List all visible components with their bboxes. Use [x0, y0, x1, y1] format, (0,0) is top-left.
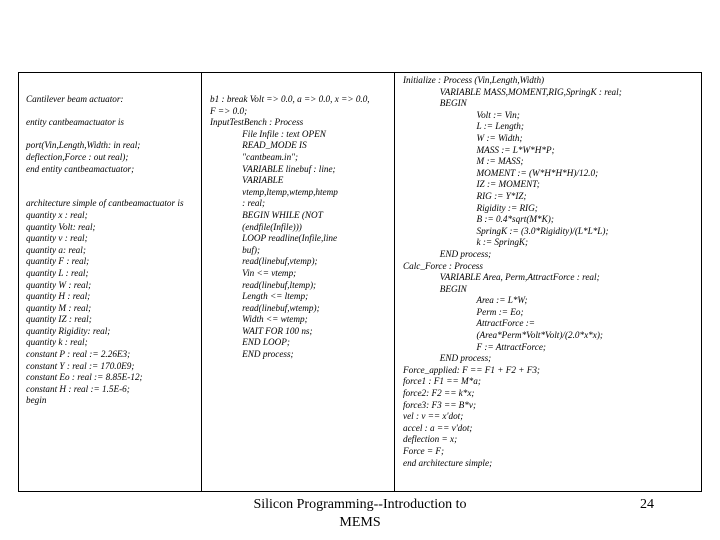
- code-line: Volt := Vin;: [403, 109, 520, 120]
- code-line: Force = F;: [403, 446, 445, 456]
- code-line: quantity L : real;: [26, 267, 89, 278]
- code-line: MOMENT := (W*H*H*H)/12.0;: [403, 167, 599, 178]
- code-line: Perm := Eo;: [403, 306, 524, 317]
- code-line: VARIABLE: [210, 175, 284, 186]
- code-line: quantity a: real;: [26, 244, 86, 255]
- code-line: architecture simple of cantbeamactuator is: [26, 198, 184, 209]
- code-column-testbench: [210, 94, 370, 361]
- code-line: BEGIN WHILE (NOT: [210, 209, 323, 220]
- code-line: L := Length;: [403, 121, 524, 132]
- code-line: Vin <= vtemp;: [210, 267, 297, 278]
- code-line: END process;: [403, 248, 492, 259]
- code-line: AttractForce :=: [403, 318, 536, 329]
- code-line: constant H : real := 1.5E-6;: [26, 383, 130, 394]
- code-line: force3: F3 == B*v;: [403, 399, 477, 410]
- code-line: [26, 129, 184, 141]
- code-line: SpringK := (3.0*Rigidity)/(L*L*L);: [403, 225, 609, 236]
- code-line: Width <= wtemp;: [210, 314, 308, 325]
- code-line: : real;: [210, 198, 266, 209]
- code-line: Force_applied: F == F1 + F2 + F3;: [403, 364, 540, 375]
- code-line: begin: [26, 395, 47, 406]
- code-line: Rigidity := RIG;: [403, 202, 538, 213]
- code-line: force2: F2 == k*x;: [403, 388, 475, 399]
- code-line: END process;: [210, 349, 294, 360]
- code-line: Cantilever beam actuator:: [26, 94, 124, 104]
- code-line: quantity v : real;: [26, 233, 88, 244]
- code-line: (endfile(Infile))): [210, 221, 302, 232]
- code-line: quantity Volt: real;: [26, 221, 96, 232]
- code-line: quantity F : real;: [26, 256, 90, 267]
- code-line: Area := L*W;: [403, 295, 528, 306]
- code-line: quantity Rigidity: real;: [26, 325, 111, 336]
- code-line: Initialize : Process (Vin,Length,Width): [403, 75, 545, 85]
- code-line: force1 : F1 == M*a;: [403, 376, 481, 387]
- column-divider-1: [201, 72, 202, 492]
- code-line: port(Vin,Length,Width: in real;: [26, 140, 141, 151]
- code-line: quantity M : real;: [26, 302, 92, 313]
- code-line: END process;: [403, 353, 492, 364]
- code-line: File Infile : text OPEN: [210, 128, 326, 139]
- code-line: constant Eo : real := 8.85E-12;: [26, 372, 143, 383]
- code-line: F => 0.0;: [210, 105, 248, 116]
- code-line: LOOP readline(Infile,line: [210, 233, 338, 244]
- code-line: deflection = x;: [403, 434, 458, 445]
- code-line: entity cantbeamactuator is: [26, 117, 124, 128]
- code-line: accel : a == v'dot;: [403, 422, 473, 433]
- code-line: VARIABLE Area, Perm,AttractForce : real;: [403, 272, 600, 283]
- code-line: VARIABLE MASS,MOMENT,RIG,SpringK : real;: [403, 86, 622, 97]
- code-line: [26, 187, 184, 199]
- code-line: constant P : real := 2.26E3;: [26, 349, 131, 360]
- code-line: vel : v == x'dot;: [403, 411, 464, 422]
- code-line: IZ := MOMENT;: [403, 179, 540, 190]
- code-line: quantity W : real;: [26, 279, 92, 290]
- code-line: b1 : break Volt => 0.0, a => 0.0, x => 0.0,: [210, 94, 370, 104]
- code-line: Calc_Force : Process: [403, 260, 483, 271]
- code-line: deflection,Force : out real);: [26, 151, 129, 162]
- code-line: vtemp,ltemp,wtemp,htemp: [210, 186, 338, 197]
- code-line: M := MASS;: [403, 156, 524, 167]
- code-line: quantity x : real;: [26, 209, 88, 220]
- code-line: k := SpringK;: [403, 237, 529, 248]
- code-line: InputTestBench : Process: [210, 117, 304, 128]
- code-line: BEGIN: [403, 98, 467, 109]
- code-line: RIG := Y*IZ;: [403, 190, 527, 201]
- code-line: MASS := L*W*H*P;: [403, 144, 555, 155]
- code-line: constant Y : real := 170.0E9;: [26, 360, 135, 371]
- code-line: WAIT FOR 100 ns;: [210, 325, 313, 336]
- code-line: (Area*Perm*Volt*Volt)/(2.0*x*x);: [403, 330, 603, 341]
- code-line: W := Width;: [403, 132, 523, 143]
- code-line: buf);: [210, 244, 261, 255]
- code-line: read(linebuf,vtemp);: [210, 256, 318, 267]
- code-line: quantity k : real;: [26, 337, 88, 348]
- code-line: B := 0.4*sqrt(M*K);: [403, 214, 554, 225]
- code-line: read(linebuf,wtemp);: [210, 302, 320, 313]
- code-line: VARIABLE linebuf : line;: [210, 163, 336, 174]
- column-divider-2: [394, 72, 395, 492]
- code-line: F := AttractForce;: [403, 341, 546, 352]
- code-line: READ_MODE IS: [210, 140, 307, 151]
- code-line: [26, 106, 184, 118]
- code-column-processes: [403, 75, 622, 469]
- code-line: BEGIN: [403, 283, 467, 294]
- code-line: [26, 175, 184, 187]
- slide-footer-title: Silicon Programming--Introduction to MEMS: [253, 497, 467, 530]
- code-line: END LOOP;: [210, 337, 290, 348]
- code-line: read(linebuf,ltemp);: [210, 279, 317, 290]
- code-line: Length <= ltemp;: [210, 291, 309, 302]
- code-column-entity: [26, 94, 184, 407]
- code-line: "cantbeam.in";: [210, 151, 299, 162]
- code-line: quantity H : real;: [26, 291, 91, 302]
- code-line: end entity cantbeamactuator;: [26, 163, 135, 174]
- code-line: quantity IZ : real;: [26, 314, 92, 325]
- code-line: end architecture simple;: [403, 457, 493, 468]
- page-number: 24: [640, 497, 654, 512]
